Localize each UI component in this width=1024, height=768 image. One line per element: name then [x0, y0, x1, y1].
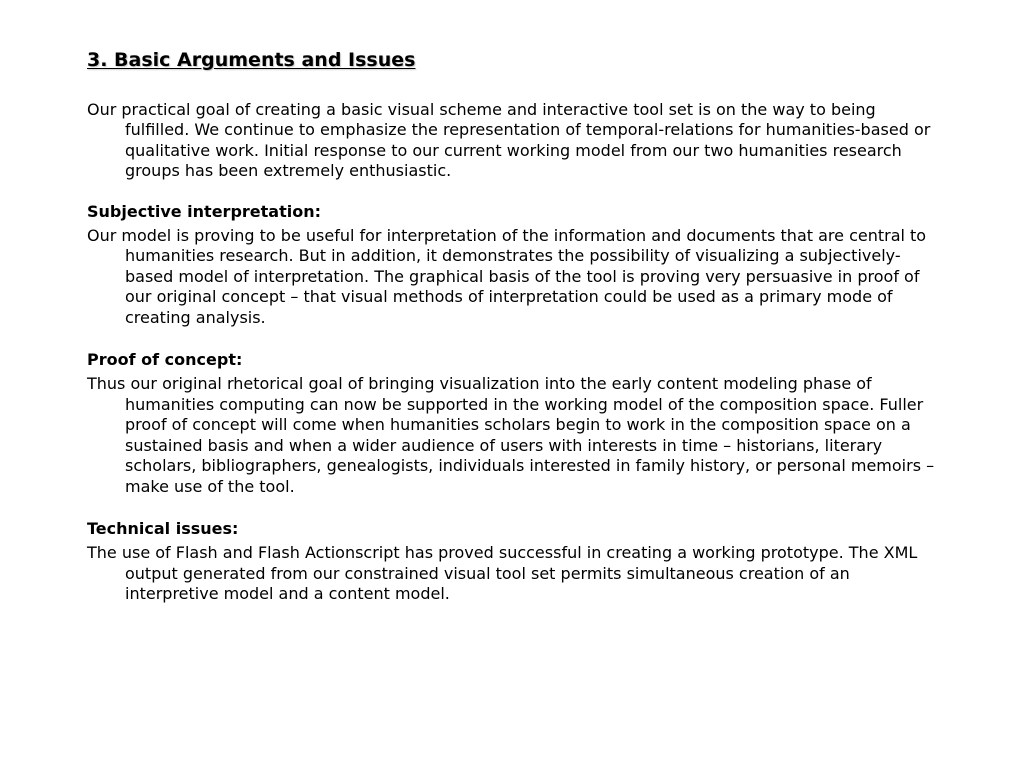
- section-proof-of-concept: [87, 350, 944, 497]
- section-body: Thus our original rhetorical goal of bringing visualization into the early content modeling phase of humanities computing can now be supported in the working model of the composition space. Fuller proof of concept will come when humanities scholars begin to work in the composition space on a sustained basis and when a wider audience of users with interests in time – historians, literary scholars, bibliographers, genealogists, individuals interested in family history, or personal memoirs – make use of the tool.: [87, 374, 935, 496]
- section-heading: Proof of concept:: [87, 350, 243, 370]
- section-heading: Subjective interpretation:: [87, 201, 321, 221]
- section-heading: Technical issues:: [87, 518, 239, 538]
- section-body: The use of Flash and Flash Actionscript has proved successful in creating a working prototype. The XML output generated from our constrained visual tool set permits simultaneous creation of an interpretive model and a content model.: [87, 543, 918, 604]
- section-technical-issues: [87, 519, 944, 605]
- section-subjective-interpretation: [87, 202, 944, 328]
- section-body: Our model is proving to be useful for interpretation of the information and documents that are central to humanities research. But in addition, it demonstrates the possibility of visualizing a subjectively-based model of interpretation. The graphical basis of the tool is proving very persuasive in proof of our original concept – that visual methods of interpretation could be used as a primary mode of creating analysis.: [87, 226, 927, 327]
- intro-paragraph: Our practical goal of creating a basic visual scheme and interactive tool set is on the way to being fulfilled. We continue to emphasize the representation of temporal-relations for humanities-based or qualitative work. Initial response to our current working model from our two humanities research groups has been extremely enthusiastic.: [87, 100, 931, 181]
- page-title: 3. Basic Arguments and Issues: [87, 49, 416, 71]
